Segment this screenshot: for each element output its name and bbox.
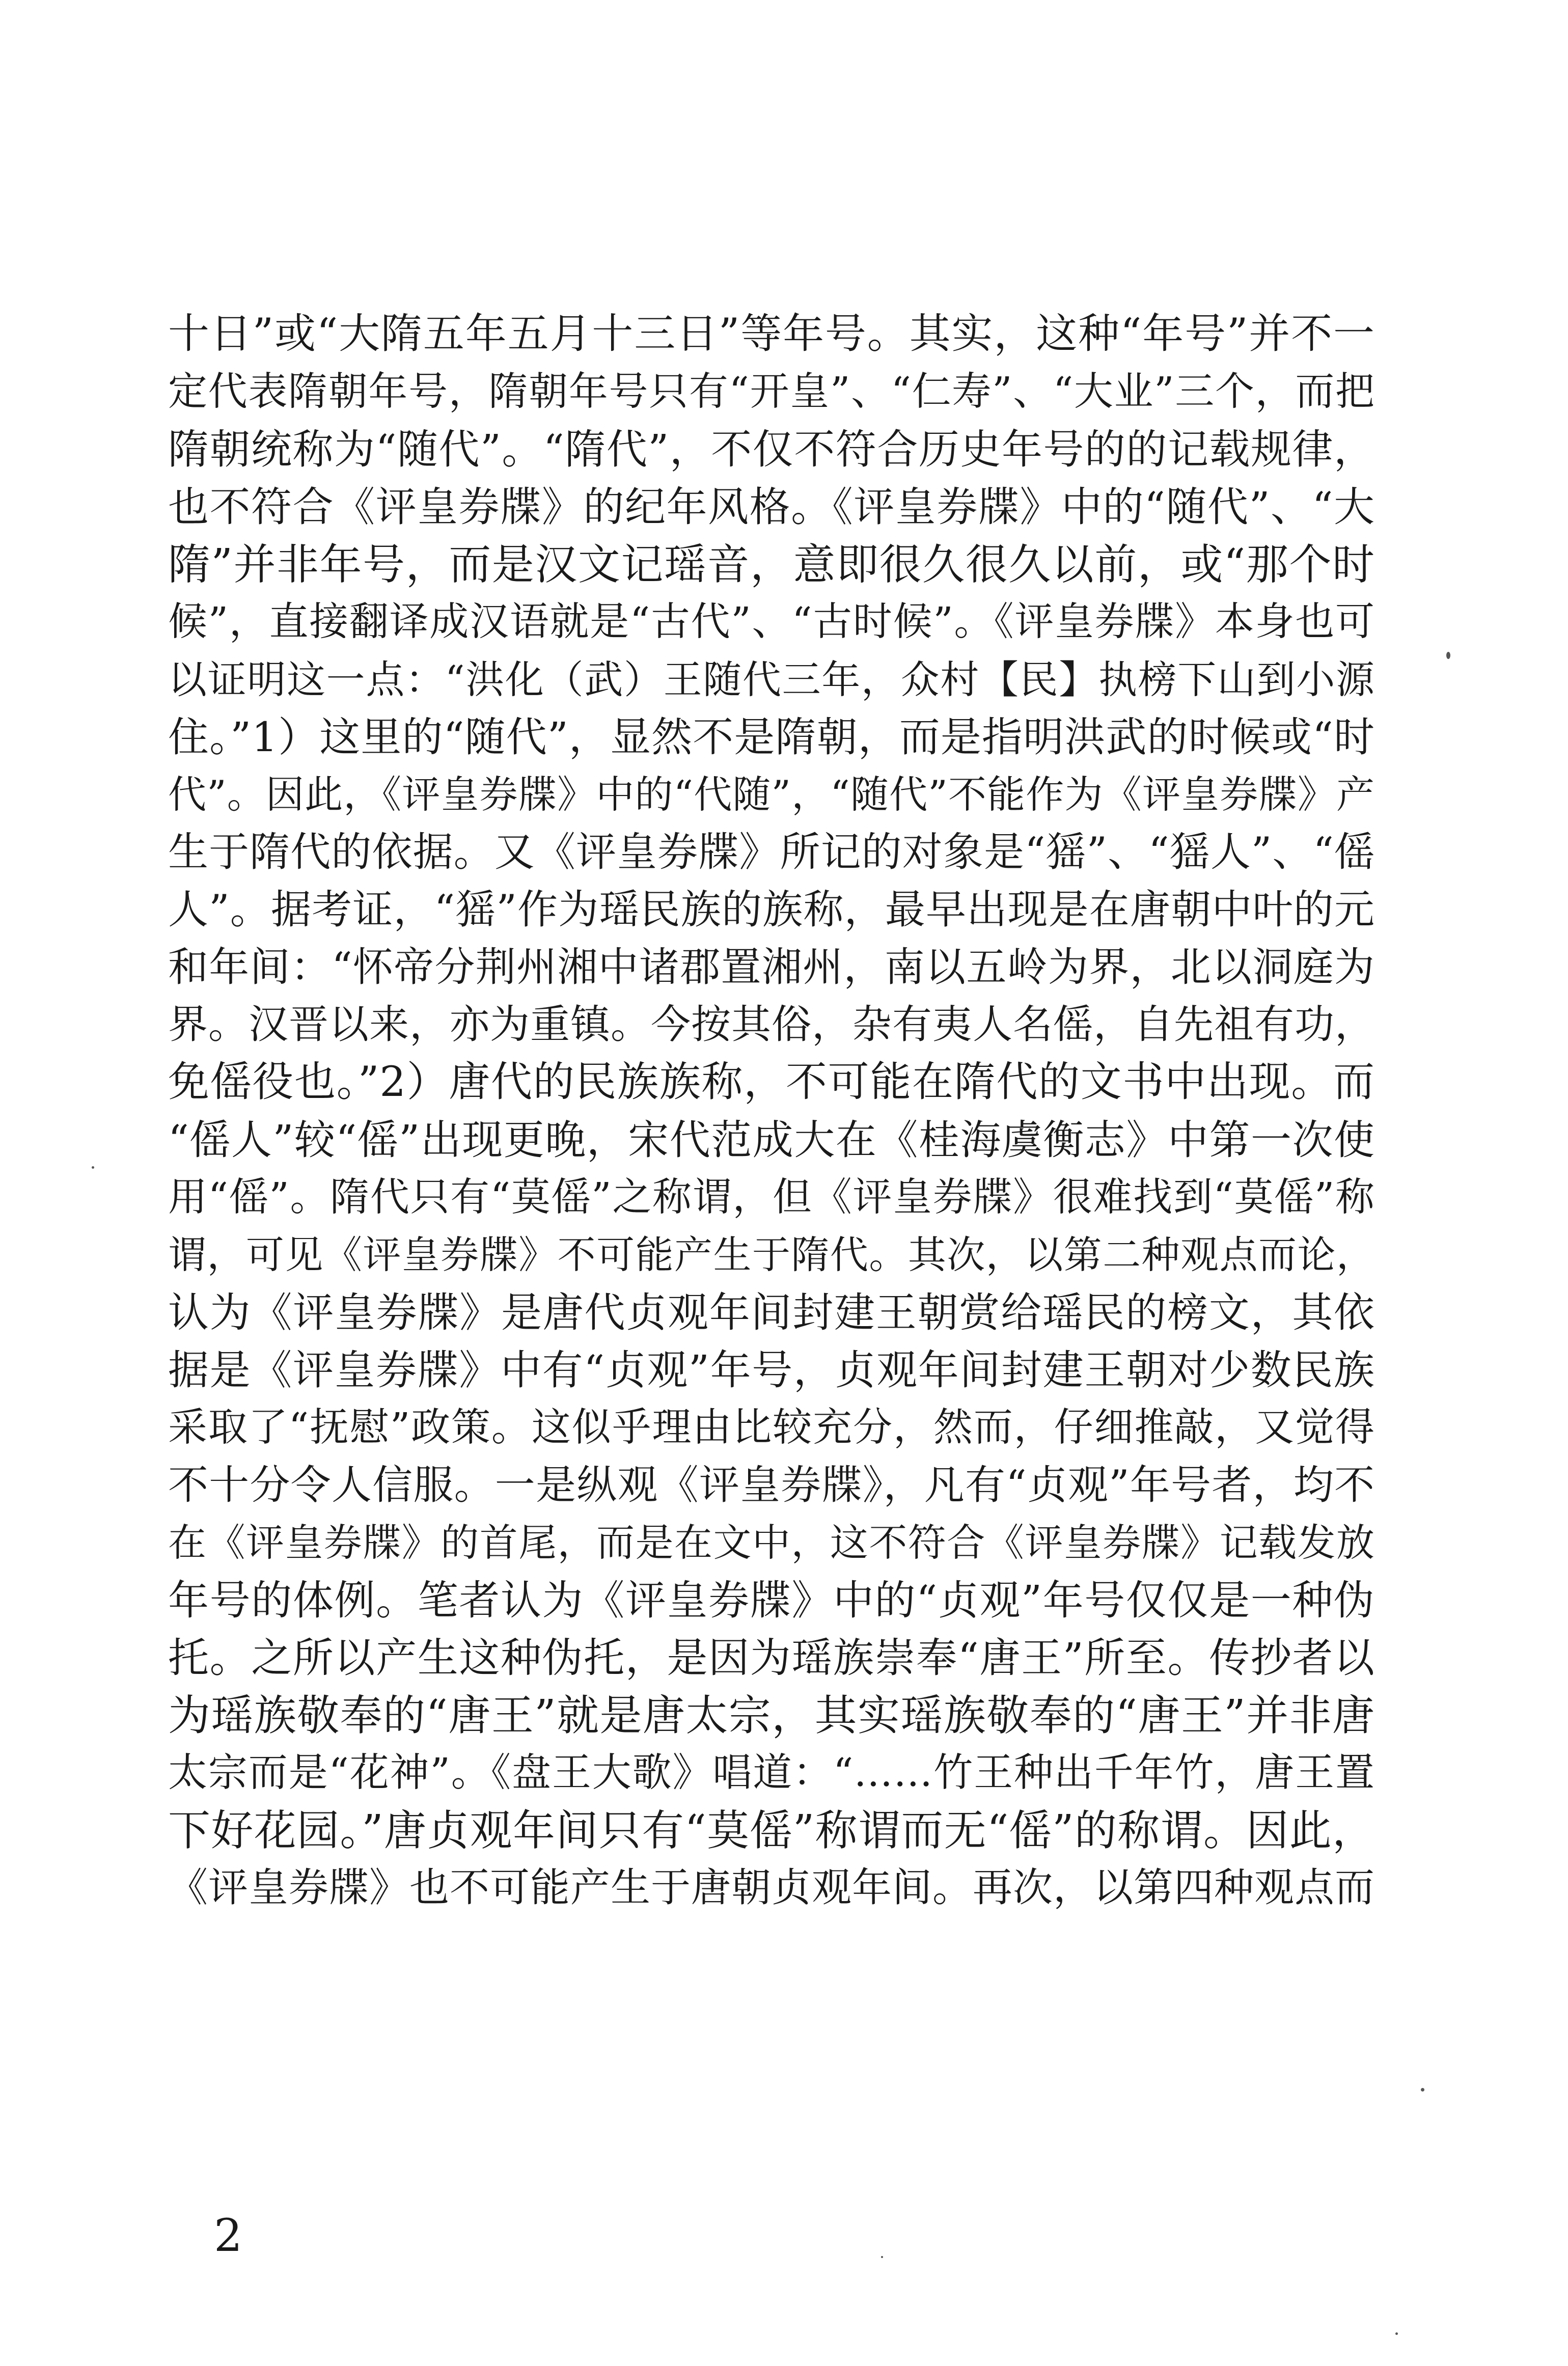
- text-line-22: 在《评皇券牒》的首尾，而是在文中，这不符合《评皇券牒》记载发放: [168, 1520, 1375, 1565]
- text-line-13: 界。汉晋以来，亦为重镇。今按其俗，杂有夷人名傜，自先祖有功，: [168, 1002, 1376, 1048]
- text-line-6: 候”，直接翻译成汉语就是“古代”、“古时候”。《评皇券牒》本身也可: [168, 599, 1375, 645]
- text-line-20: 采取了“抚慰”政策。这似乎理由比较充分，然而，仔细推敲，又觉得: [168, 1405, 1375, 1450]
- text-line-24: 托。之所以产生这种伪托，是因为瑶族崇奉“唐王”所至。传抄者以: [168, 1634, 1375, 1682]
- text-line-26: 太宗而是“花神”。《盘王大歌》唱道：“……竹王种出千年竹，唐王置: [168, 1750, 1375, 1796]
- text-line-15: “傜人”较“傜”出现更晚，宋代范成大在《桂海虞衡志》中第一次使: [168, 1116, 1375, 1164]
- text-line-16: 用“傜”。隋代只有“莫傜”之称谓，但《评皇券牒》很难找到“莫傜”称: [168, 1175, 1375, 1220]
- text-line-5: 隋”并非年号，而是汉文记瑶音，意即很久很久以前，或“那个时: [168, 540, 1375, 589]
- text-line-17: 谓，可见《评皇券牒》不可能产生于隋代。其次，以第二种观点而论，: [168, 1232, 1375, 1277]
- scan-speck: [1395, 2332, 1398, 2335]
- scan-speck: [881, 2256, 883, 2258]
- text-line-23: 年号的体例。笔者认为《评皇券牒》中的“贞观”年号仅仅是一种伪: [168, 1577, 1375, 1624]
- page-number: 2: [214, 2209, 242, 2262]
- text-line-9: 代”。因此，《评皇券牒》中的“代随”，“随代”不能作为《评皇券牒》产: [168, 772, 1375, 817]
- text-line-25: 为瑶族敬奉的“唐王”就是唐太宗，其实瑶族敬奉的“唐王”并非唐: [168, 1691, 1375, 1740]
- text-line-1: 十日”或“大隋五年五月十三日”等年号。其实，这种“年号”并不一: [168, 310, 1375, 358]
- text-line-10: 生于隋代的依据。又《评皇券牒》所记的对象是“猺”、“猺人”、“傜: [168, 829, 1375, 875]
- text-line-11: 人”。据考证，“猺”作为瑶民族的族称，最早出现是在唐朝中叶的元: [168, 886, 1375, 933]
- text-line-21: 不十分令人信服。一是纵观《评皇券牒》，凡有“贞观”年号者，均不: [168, 1462, 1375, 1508]
- text-line-14: 免傜役也。”2）唐代的民族族称，不可能在隋代的文书中出现。而: [168, 1058, 1375, 1106]
- scan-speck: [1446, 652, 1450, 659]
- text-line-4: 也不符合《评皇券牒》的纪年风格。《评皇券牒》中的“随代”、“大: [168, 483, 1375, 531]
- text-line-8: 住。”1）这里的“随代”，显然不是隋朝，而是指明洪武的时候或“时: [168, 713, 1375, 761]
- scan-speck: [1421, 2088, 1424, 2092]
- text-line-18: 认为《评皇券牒》是唐代贞观年间封建王朝赏给瑶民的榜文，其依: [168, 1289, 1375, 1336]
- body-text: [168, 306, 1375, 1917]
- text-line-2: 定代表隋朝年号，隋朝年号只有“开皇”、“仁寿”、“大业”三个，而把: [168, 369, 1375, 415]
- text-line-12: 和年间：“怀帝分荆州湘中诸郡置湘州，南以五岭为界，北以洞庭为: [168, 944, 1375, 991]
- text-line-19: 据是《评皇券牒》中有“贞观”年号，贞观年间封建王朝对少数民族: [168, 1346, 1375, 1394]
- text-line-7: 以证明这一点：“洪化（武）王随代三年，众村【民】执榜下山到小源: [168, 657, 1375, 702]
- text-line-27: 下好花园。”唐贞观年间只有“莫傜”称谓而无“傜”的称谓。因此，: [168, 1806, 1375, 1855]
- text-line-28: 《评皇券牒》也不可能产生于唐朝贞观年间。再次，以第四种观点而: [168, 1865, 1376, 1911]
- text-line-3: 隋朝统称为“随代”。“隋代”，不仅不符合历史年号的的记载规律，: [168, 426, 1375, 473]
- scan-speck: [92, 1166, 94, 1169]
